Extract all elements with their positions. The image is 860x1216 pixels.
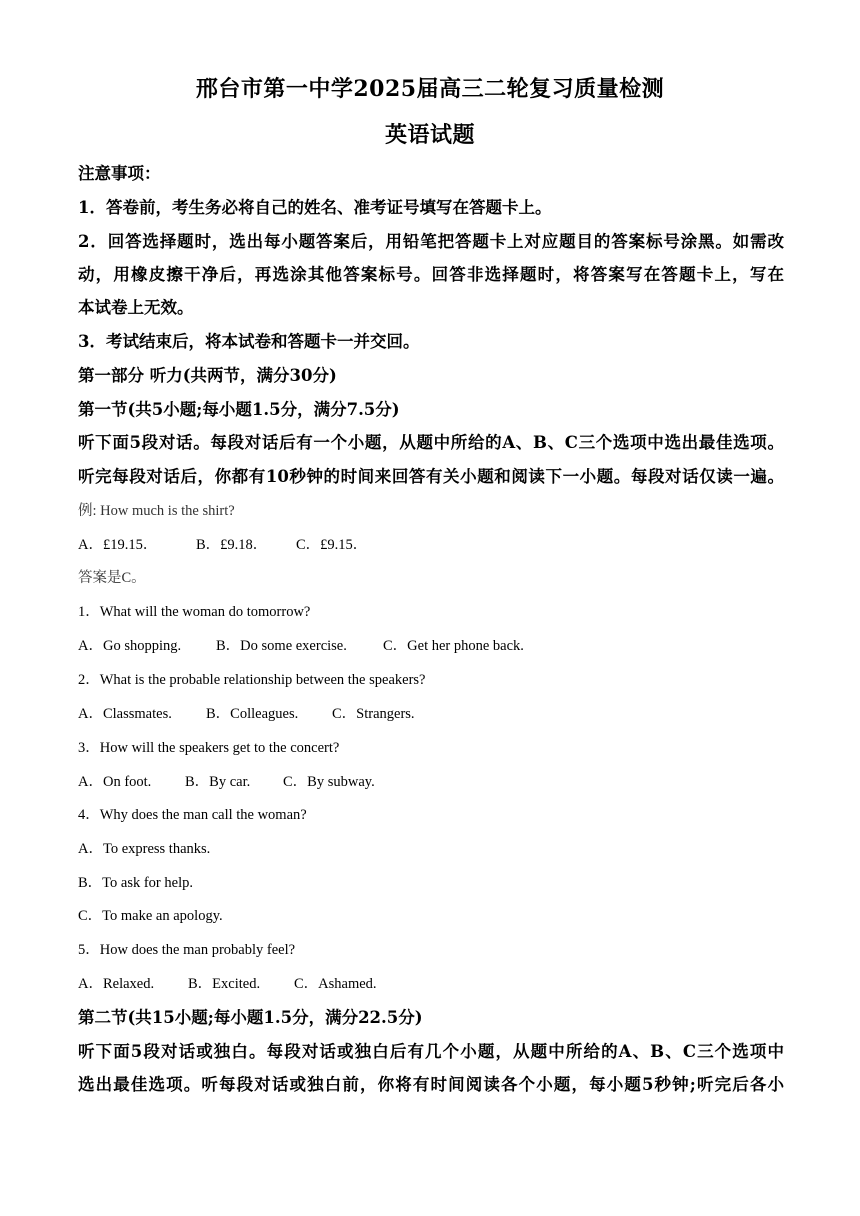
example-question: 例: How much is the shirt? — [78, 503, 235, 519]
notes-item-1: 1．答卷前，考生务必将自己的姓名、准考证号填写在答题卡上。 — [78, 198, 552, 217]
notes-item-3: 3．考试结束后，将本试卷和答题卡一并交回。 — [78, 332, 420, 351]
q1-option-c: C．Get her phone back. — [383, 638, 524, 654]
question-4-option-c: C．To make an apology. — [78, 908, 223, 924]
question-5-stem: 5．How does the man probably feel? — [78, 942, 296, 958]
question-4-option-b: B．To ask for help. — [78, 875, 193, 891]
q2-option-a: A．Classmates. — [78, 706, 172, 722]
question-3-options — [78, 772, 375, 792]
section2-heading: 第二节(共15小题;每小题1.5分，满分22.5分) — [78, 1008, 423, 1027]
section1-heading: 第一节(共5小题;每小题1.5分，满分7.5分) — [78, 400, 400, 419]
q5-option-c: C．Ashamed. — [294, 976, 377, 992]
question-2-options — [78, 704, 415, 724]
question-2-stem: 2．What is the probable relationship between the speakers? — [78, 672, 426, 688]
q5-option-b: B．Excited. — [188, 976, 261, 992]
example-option-b: B．£9.18． — [196, 537, 268, 553]
example-option-a: A．£19.15． — [78, 537, 158, 553]
section2-instruction-line-2: 选出最佳选项。听每段对话或独白前，你将有时间阅读各个小题，每小题5秒钟;听完后各小 — [78, 1075, 784, 1094]
section2-instruction-line-1: 听下面5段对话或独白。每段对话或独白后有几个小题，从题中所给的A、B、C三个选项中 — [78, 1042, 784, 1061]
notes-item-2-line-1: 2．回答选择题时，选出每小题答案后，用铅笔把答题卡上对应题目的答案标号涂黑。如需改 — [78, 232, 784, 251]
q2-option-b: B．Colleagues. — [206, 706, 299, 722]
example-answer: 答案是C。 — [78, 570, 146, 586]
part1-heading: 第一部分 听力(共两节，满分30分) — [78, 366, 337, 385]
exam-subtitle: 英语试题 — [384, 122, 475, 148]
question-1-options — [78, 636, 524, 656]
q3-option-a: A．On foot. — [78, 774, 152, 790]
question-3-stem: 3．How will the speakers get to the concert? — [78, 740, 340, 756]
section1-instruction-line-1: 听下面5段对话。每段对话后有一个小题，从题中所给的A、B、C三个选项中选出最佳选项。 — [78, 433, 784, 452]
q1-option-a: A．Go shopping. — [78, 638, 182, 654]
notes-item-2-line-3: 本试卷上无效。 — [78, 298, 194, 317]
example-option-c: C．£9.15． — [296, 537, 368, 553]
question-1-stem: 1．What will the woman do tomorrow? — [78, 604, 311, 620]
question-4-option-a: A．To express thanks. — [78, 841, 211, 857]
q3-option-b: B．By car. — [185, 774, 251, 790]
q2-option-c: C．Strangers. — [332, 706, 415, 722]
q1-option-b: B．Do some exercise. — [216, 638, 347, 654]
question-5-options — [78, 974, 377, 994]
notes-item-2-line-2: 动，用橡皮擦干净后，再选涂其他答案标号。回答非选择题时，将答案写在答题卡上，写在 — [78, 265, 784, 284]
question-4-stem: 4．Why does the man call the woman? — [78, 807, 307, 823]
exam-title: 邢台市第一中学2025届高三二轮复习质量检测 — [195, 76, 665, 102]
notes-heading: 注意事项： — [78, 164, 161, 183]
example-options — [78, 535, 367, 555]
q3-option-c: C．By subway. — [283, 774, 375, 790]
section1-instruction-line-2: 听完每段对话后，你都有10秒钟的时间来回答有关小题和阅读下一小题。每段对话仅读一遍。 — [78, 467, 784, 486]
q5-option-a: A．Relaxed. — [78, 976, 155, 992]
